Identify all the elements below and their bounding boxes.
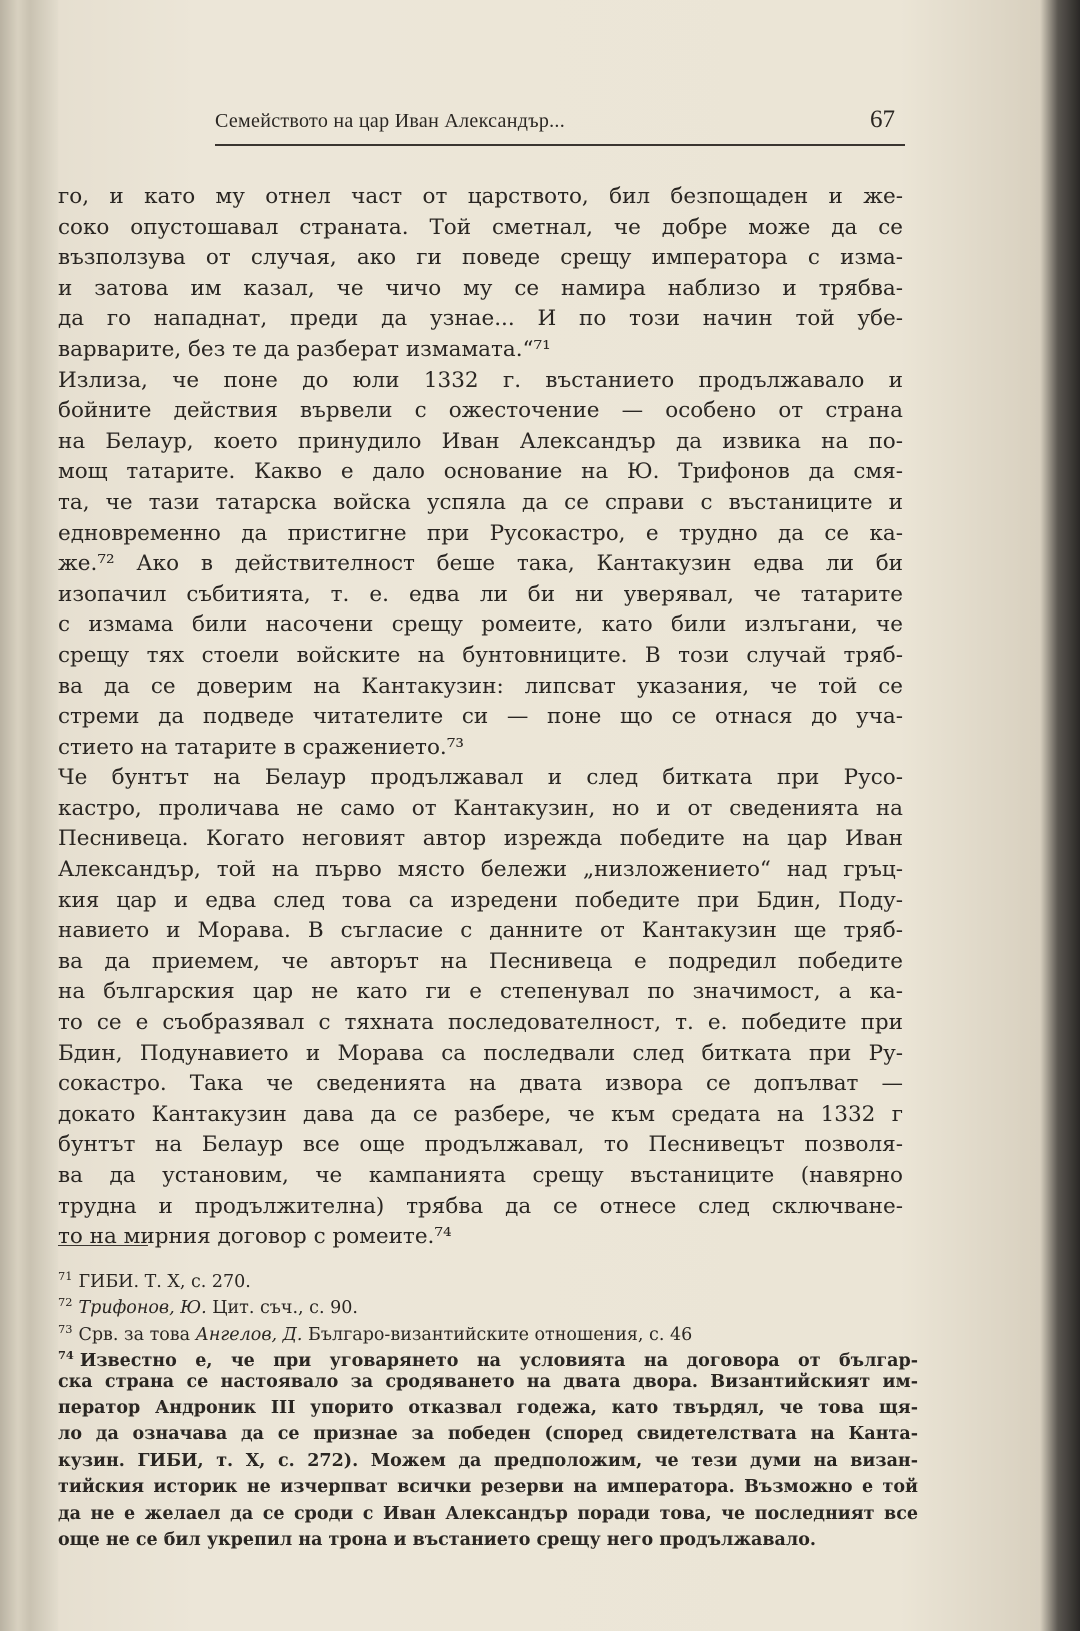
footnote-line — [58, 1342, 918, 1371]
footnote-71 — [58, 1263, 918, 1292]
footnote-line — [58, 1501, 918, 1527]
footnote-text: ГИБИ. Т. X, с. 270. — [78, 1271, 251, 1292]
page-gutter — [0, 0, 58, 1631]
text-line: с измама били насочени срещу ромеите, като били излъгани, че — [58, 612, 903, 638]
footnote-text: кузин. ГИБИ, т. X, с. 272). Можем да предположим, че тези думи на визан- — [58, 1450, 918, 1471]
footnote-text: Българо-византийските отношения, с. 46 — [302, 1324, 693, 1345]
text-line: то на мирния договор с ромеите.⁷⁴ — [58, 1224, 452, 1250]
footnote-line — [58, 1527, 918, 1553]
footnote-text: тийския историк не изчерпват всички резерви на императора. Възможно е той — [58, 1477, 918, 1498]
text-line: бунтът на Белаур все още продължавал, то Песнивецът позволя- — [58, 1132, 903, 1158]
footnotes — [58, 1263, 918, 1553]
footnote-line — [58, 1395, 918, 1421]
text-line: мощ татарите. Какво е дало основание на Ю. Трифонов да смя- — [58, 459, 903, 485]
text-line: да го нападнат, преди да узнае... И по този начин той убе- — [58, 306, 903, 332]
text-line: трудна и продължителна) трябва да се отнесе след сключване- — [58, 1193, 903, 1219]
text-line: срещу тях стоели войските на бунтовниците. В този случай тряб- — [58, 642, 903, 668]
footnote-text: Цит. съч., с. 90. — [206, 1298, 358, 1319]
footnote-line — [58, 1448, 918, 1474]
text-line: сокастро. Така че сведенията на двата извора се допълват — — [58, 1071, 903, 1097]
page-number: 67 — [870, 106, 895, 133]
footnote-73 — [58, 1316, 918, 1345]
text-line: Излиза, че поне до юли 1332 г. въстанието продължавало и — [58, 367, 903, 393]
text-line: кастро, проличава не само от Кантакузин, но и от сведенията на — [58, 795, 903, 821]
footnote-74 — [58, 1342, 918, 1553]
footnote-number: 71 — [58, 1269, 73, 1283]
footnote-line — [58, 1369, 918, 1395]
text-line: стието на татарите в сражението.⁷³ — [58, 734, 464, 760]
running-header — [215, 104, 905, 146]
text-line: Бдин, Подунавието и Морава са последвали след битката при Ру- — [58, 1040, 903, 1066]
footnote-number: 72 — [58, 1295, 73, 1310]
text-line: ва да установим, че кампанията срещу въстаниците (навярно — [58, 1163, 903, 1188]
text-line: кия цар и едва след това са изредени победите при Бдин, Поду- — [58, 887, 903, 913]
text-line: Александър, той на първо място бележи „низложението“ над гръц- — [58, 857, 903, 883]
footnote-text: ператор Андроник III упорито отказвал годежа, като твърдял, че това щя- — [58, 1397, 918, 1418]
text-line: изопачил събитията, т. е. едва ли би ни уверявал, че татарите — [58, 581, 903, 607]
body-text — [58, 182, 903, 1253]
footnote-text: ска страна се настоявало за сродяването на двата двора. Византийският им- — [58, 1371, 918, 1392]
text-line: навието и Морава. В съгласие с данните от Кантакузин ще тряб- — [58, 918, 903, 944]
footnote-line — [58, 1421, 918, 1447]
text-line: бойните действия вървели с ожесточение — особено от страна — [58, 398, 903, 424]
header-title: Семейството на цар Иван Александър... — [215, 110, 566, 132]
footnote-number: 73 — [58, 1321, 73, 1336]
footnote-number: 74 — [58, 1348, 74, 1363]
text-line: едновременно да пристигне при Русокастро, е трудно да се ка- — [58, 520, 903, 546]
text-line: и затова им казал, че чичо му се намира наблизо и трябва- — [58, 275, 903, 301]
footnote-72 — [58, 1289, 918, 1319]
footnote-author: Ангелов, Д. — [195, 1324, 303, 1345]
text-line: на българския цар не като ги е степенувал по значимост, а ка- — [58, 979, 903, 1005]
footnote-text: още не се бил укрепил на трона и въстанието срещу него продължавало. — [58, 1529, 816, 1550]
text-line: Че бунтът на Белаур продължавал и след битката при Русо- — [58, 765, 903, 791]
text-line: на Белаур, което принудило Иван Александър да извика на по- — [58, 428, 903, 454]
footnote-text: ло да означава да се признае за победен (според свидетелствата на Канта- — [58, 1424, 918, 1445]
text-line: же.⁷² Ако в действителност беше така, Кантакузин едва ли би — [58, 551, 903, 577]
footnote-line — [58, 1474, 918, 1500]
footnote-prefix: Срв. за това — [78, 1324, 196, 1345]
text-line: Песнивеца. Когато неговият автор изрежда победите на цар Иван — [58, 826, 903, 852]
footnote-text: да не е желаел да се сроди с Иван Александър поради това, че последният все — [58, 1503, 918, 1524]
footnote-author: Трифонов, Ю. — [78, 1298, 207, 1319]
text-line: го, и като му отнел част от царството, бил безпощаден и же- — [58, 184, 903, 209]
text-line: стреми да подведе читателите си — поне що се отнася до уча- — [58, 704, 903, 730]
footnote-text: Известно е, че при уговарянето на условията на договора от българ- — [79, 1351, 918, 1371]
text-line: та, че тази татарска войска успяла да се справи с въстаниците и — [58, 489, 903, 515]
text-line: соко опустошавал страната. Той сметнал, че добре може да се — [58, 214, 903, 240]
text-line: докато Кантакузин дава да се разбере, че към средата на 1332 г — [58, 1101, 903, 1127]
text-line: то се е съобразявал с тяхната последователност, т. е. победите при — [58, 1010, 903, 1036]
text-line: ва да се доверим на Кантакузин: липсват указания, че той се — [58, 673, 903, 699]
text-line: ва да приемем, че авторът на Песнивеца е подредил победите — [58, 948, 903, 974]
text-line: варварите, без те да разберат измамата.“⁷¹ — [58, 336, 551, 362]
text-line: възползува от случая, ако ги поведе срещу императора с изма- — [58, 245, 903, 271]
footnote-divider — [58, 1245, 148, 1246]
